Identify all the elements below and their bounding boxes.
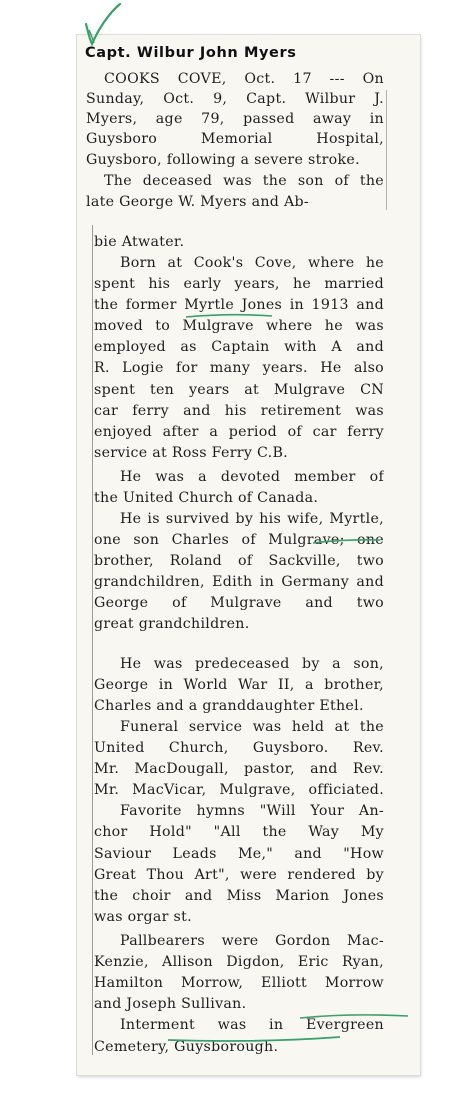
article-line: enjoyed after a period of car ferry [94,424,384,440]
column-rule [92,225,93,1055]
article-line: He was a devoted member of [120,469,384,485]
article-line: spent ten years at Mulgrave CN [94,382,384,398]
article-line: the United Church of Canada. [94,490,319,506]
article-line: the choir and Miss Marion Jones [94,888,384,904]
article-line: Saviour Leads Me," and "How [94,846,384,862]
article-line: one son Charles of Mulgrave; one [94,532,384,548]
article-line: Mr. MacVicar, Mulgrave, officiated. [94,782,384,798]
article-line: the former Myrtle Jones in 1913 and [94,297,384,313]
article-line: George in World War II, a brother, [94,677,384,693]
article-line: and Joseph Sullivan. [94,996,247,1012]
article-line: Great Thou Art", were rendered by [94,867,384,883]
article-line: Hamilton Morrow, Elliott Morrow [94,975,384,991]
article-line: Guysboro Memorial Hospital, [86,131,384,147]
article-line: He was predeceased by a son, [120,656,384,672]
article-line: grandchildren, Edith in Germany and [94,574,384,590]
article-line: He is survived by his wife, Myrtle, [120,511,384,527]
article-line: R. Logie for many years. He also [94,360,384,376]
article-line: Charles and a granddaughter Ethel. [94,698,364,714]
article-line: Kenzie, Allison Digdon, Eric Ryan, [94,954,384,970]
article-line: brother, Roland of Sackville, two [94,553,384,569]
article-line: The deceased was the son of the [104,173,384,189]
article-line: service at Ross Ferry C.B. [94,445,288,461]
article-line: United Church, Guysboro. Rev. [94,740,384,756]
column-rule-right [386,90,387,210]
article-line: employed as Captain with A and [94,339,384,355]
article-line: bie Atwater. [94,234,185,250]
article-line: spent his early years, he married [94,276,384,292]
article-line: Cemetery, Guysborough. [94,1039,279,1055]
obituary-headline: Capt. Wilbur John Myers [85,45,297,61]
article-line: Favorite hymns "Will Your An- [120,803,384,819]
article-line: Myers, age 79, passed away in [86,111,384,127]
article-line: Guysboro, following a severe stroke. [86,152,360,168]
article-line: car ferry and his retirement was [94,403,384,419]
article-line: Pallbearers were Gordon Mac- [120,933,384,949]
article-line: was orgar st. [94,909,192,925]
article-line: Interment was in Evergreen [120,1017,384,1033]
article-line: moved to Mulgrave where he was [94,318,384,334]
article-line: Sunday, Oct. 9, Capt. Wilbur J. [86,91,384,107]
article-line: Born at Cook's Cove, where he [120,255,384,271]
article-line: late George W. Myers and Ab- [86,194,309,210]
article-line: chor Hold" "All the Way My [94,824,384,840]
article-line: COOKS COVE, Oct. 17 --- On [104,71,384,87]
article-line: Mr. MacDougall, pastor, and Rev. [94,761,384,777]
article-line: Funeral service was held at the [120,719,384,735]
article-line: great grandchildren. [94,616,250,632]
article-line: George of Mulgrave and two [94,595,384,611]
